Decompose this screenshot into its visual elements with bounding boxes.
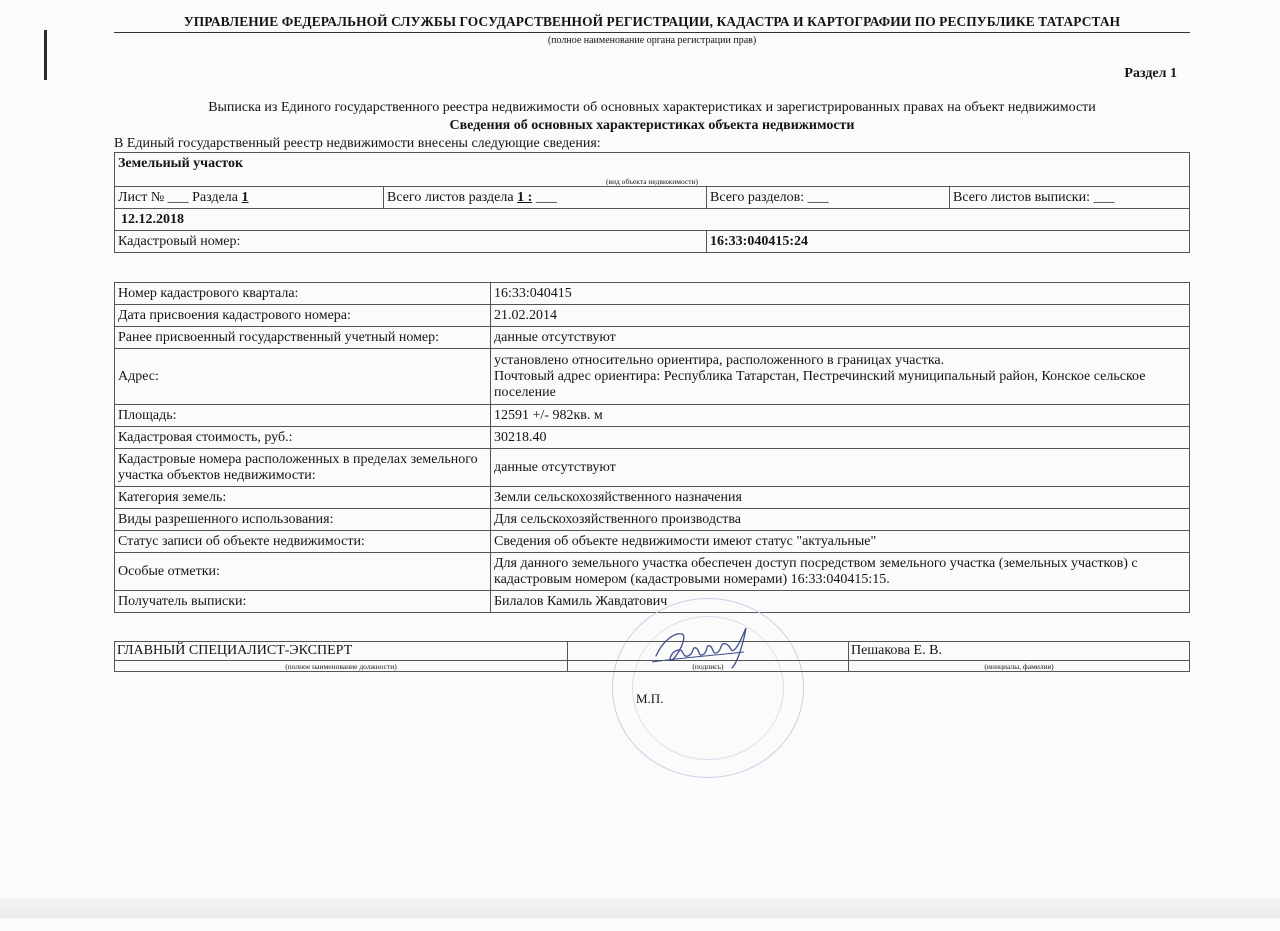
field-label: Площадь:: [115, 405, 491, 427]
field-value: данные отсутствуют: [491, 327, 1190, 349]
field-value: Билалов Камиль Жавдатович: [491, 591, 1190, 613]
field-value: 12591 +/- 982кв. м: [491, 405, 1190, 427]
sheet-label: Лист № ___ Раздела: [118, 189, 238, 205]
field-label: Дата присвоения кадастрового номера:: [115, 305, 491, 327]
field-value: 21.02.2014: [491, 305, 1190, 327]
field-label: Категория земель:: [115, 487, 491, 509]
table-row: [115, 487, 1190, 509]
official-position: ГЛАВНЫЙ СПЕЦИАЛИСТ-ЭКСПЕРТ: [115, 642, 568, 661]
field-value: 16:33:040415: [491, 283, 1190, 305]
address-value: [491, 349, 1190, 405]
table-row: [115, 509, 1190, 531]
field-label: Номер кадастрового квартала:: [115, 283, 491, 305]
signature-caption: (подпись): [568, 661, 849, 672]
field-label: Адрес:: [115, 349, 491, 405]
total-sheets-extract: Всего листов выписки: ___: [950, 187, 1190, 209]
extract-date: 12.12.2018: [115, 209, 1190, 231]
field-value: Сведения об объекте недвижимости имеют статус "актуальные": [491, 531, 1190, 553]
cadastral-number-value: 16:33:040415:24: [707, 231, 1190, 253]
field-value: Земли сельскохозяйственного назначения: [491, 487, 1190, 509]
extract-subtitle: Сведения об основных характеристиках объекта недвижимости: [449, 118, 855, 133]
table-row: [115, 405, 1190, 427]
sheet-section-number: 1: [241, 189, 249, 205]
table-row: [115, 591, 1190, 613]
field-label: Виды разрешенного использования:: [115, 509, 491, 531]
table-row: [115, 553, 1190, 591]
total-sheets-section-blank: ___: [535, 189, 557, 205]
address-line-1: установлено относительно ориентира, расположенного в границах участка.: [494, 352, 945, 368]
field-label: Кадастровые номера расположенных в пределах земельного участка объектов недвижимости:: [115, 449, 491, 487]
table-row: [115, 327, 1190, 349]
field-label: Кадастровая стоимость, руб.:: [115, 427, 491, 449]
characteristics-table: [114, 282, 1190, 613]
extract-title: Выписка из Единого государственного реестра недвижимости об основных характеристиках и зарегистрированных правах на объект недвижимости: [208, 100, 1096, 115]
field-label: Статус записи об объекте недвижимости:: [115, 531, 491, 553]
org-underline: [114, 32, 1190, 33]
field-label: Ранее присвоенный государственный учетный номер:: [115, 327, 491, 349]
page-edge-mark: [44, 30, 47, 80]
total-sheets-section-label: Всего листов раздела: [387, 189, 514, 205]
position-caption: (полное наименование должности): [115, 661, 568, 672]
official-name: Пешакова Е. В.: [849, 642, 1190, 661]
object-kind-caption: (вид объекта недвижимости): [115, 177, 1190, 187]
field-label: Получатель выписки:: [115, 591, 491, 613]
org-name: УПРАВЛЕНИЕ ФЕДЕРАЛЬНОЙ СЛУЖБЫ ГОСУДАРСТВЕННОЙ РЕГИСТРАЦИИ, КАДАСТРА И КАРТОГРАФИИ ПО РЕСПУБЛИКЕ ТАТАРСТАН: [183, 14, 1121, 29]
table-row: [115, 305, 1190, 327]
object-kind: Земельный участок: [115, 153, 1190, 178]
cadastral-number-label: Кадастровый номер:: [115, 231, 707, 253]
sheet-number-cell: [115, 187, 384, 209]
total-sheets-section-value: 1 :: [517, 189, 533, 205]
section-label: Раздел 1: [1124, 66, 1177, 81]
org-caption: (полное наименование органа регистрации прав): [547, 35, 757, 46]
table-row: [115, 283, 1190, 305]
total-sheets-section-cell: [384, 187, 707, 209]
stamp-place-label: М.П.: [636, 691, 664, 706]
name-caption: (инициалы, фамилия): [849, 661, 1190, 672]
object-header-table: [114, 152, 1190, 253]
table-row: [115, 349, 1190, 405]
table-row: [115, 531, 1190, 553]
scan-bottom-edge: [0, 898, 1280, 918]
table-row: [115, 449, 1190, 487]
intro-text: В Единый государственный реестр недвижимости внесены следующие сведения:: [114, 136, 601, 151]
address-line-2: Почтовый адрес ориентира: Республика Татарстан, Пестречинский муниципальный район, Конское сельское поселение: [494, 368, 1146, 400]
total-sections: Всего разделов: ___: [707, 187, 950, 209]
field-label: Особые отметки:: [115, 553, 491, 591]
handwritten-signature-icon: [648, 622, 758, 672]
field-value: 30218.40: [491, 427, 1190, 449]
field-value: Для сельскохозяйственного производства: [491, 509, 1190, 531]
field-value: данные отсутствуют: [491, 449, 1190, 487]
table-row: [115, 427, 1190, 449]
field-value: Для данного земельного участка обеспечен доступ посредством земельного участка (земельных участков) с кадастровым номером (кадастровыми номерами) 16:33:040415:15.: [491, 553, 1190, 591]
